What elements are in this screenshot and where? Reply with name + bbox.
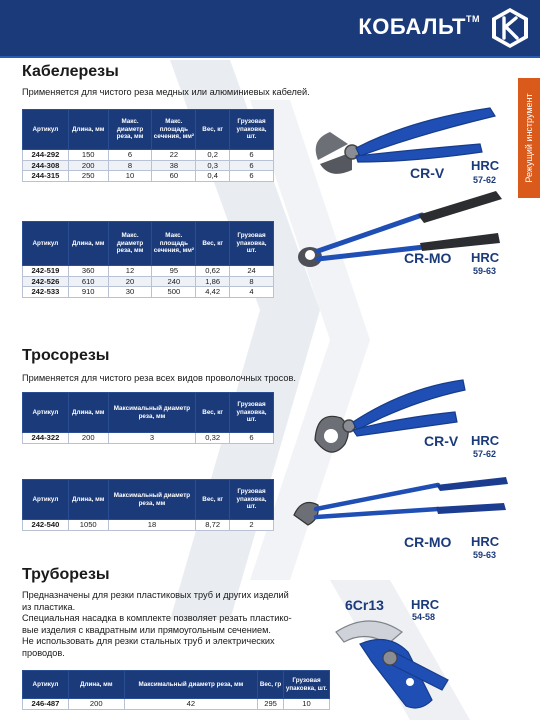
table-cell: 6 xyxy=(230,171,274,182)
table-cell: 10 xyxy=(284,699,330,710)
pipe-cutters-table xyxy=(22,670,330,710)
col-header: Максимальный диаметр реза, мм xyxy=(108,480,196,520)
table-cell: 0,32 xyxy=(196,433,230,444)
col-header: Артикул xyxy=(23,110,69,150)
section-title-rope-cutters: Тросорезы xyxy=(22,347,110,364)
table-cell: 6 xyxy=(230,150,274,161)
table-row xyxy=(23,150,274,161)
col-header: Артикул xyxy=(23,222,69,266)
desc-line: проводов. xyxy=(22,647,65,658)
table-cell: 150 xyxy=(68,150,108,161)
col-header: Артикул xyxy=(23,671,69,699)
material-label: 6Cr13 xyxy=(345,597,384,613)
col-header: Грузовая упаковка, шт. xyxy=(230,222,274,266)
col-header: Макс. диаметр реза, мм xyxy=(108,110,152,150)
material-label: CR-V xyxy=(424,433,459,449)
rope-cutter-small-image xyxy=(305,370,470,465)
table-cell: 95 xyxy=(152,266,196,277)
table-cell: 242-533 xyxy=(23,287,69,298)
hrc-range: 59-63 xyxy=(473,266,497,276)
table-cell: 1050 xyxy=(68,520,108,531)
table-row xyxy=(23,266,274,277)
col-header: Макс. площадь сечения, мм² xyxy=(152,110,196,150)
hrc-range: 59-63 xyxy=(473,550,497,560)
desc-line: Специальная насадка в комплекте позволяет резать пластико- xyxy=(22,613,292,623)
table-cell: 246-487 xyxy=(23,699,69,710)
col-header: Вес, кг xyxy=(196,480,230,520)
table-cell: 10 xyxy=(108,171,152,182)
table-cell: 295 xyxy=(258,699,284,710)
col-header: Вес, гр xyxy=(258,671,284,699)
desc-line: из пластика. xyxy=(22,601,76,612)
rope-cutters-table-1 xyxy=(22,392,274,444)
table-cell: 22 xyxy=(152,150,196,161)
hrc-label: HRC xyxy=(411,597,440,612)
hrc-label: HRC xyxy=(471,433,500,448)
table-cell: 242-540 xyxy=(23,520,69,531)
hrc-label: HRC xyxy=(471,158,500,173)
section-desc-rope-cutters: Применяется для чистого реза всех видов проволочных тросов. xyxy=(22,373,296,383)
table-row xyxy=(23,171,274,182)
desc-line: Предназначены для резки пластиковых труб и других изделий xyxy=(22,590,289,600)
table-row xyxy=(23,276,274,287)
col-header: Длина, мм xyxy=(68,110,108,150)
table-cell: 240 xyxy=(152,276,196,287)
table-cell: 500 xyxy=(152,287,196,298)
table-cell: 200 xyxy=(68,160,108,171)
col-header: Максимальный диаметр реза, мм xyxy=(108,393,196,433)
section-desc-cable-cutters: Применяется для чистого реза медных или алюминиевых кабелей. xyxy=(22,87,310,97)
table-cell: 200 xyxy=(68,433,108,444)
hrc-label: HRC xyxy=(471,534,500,549)
table-cell: 3 xyxy=(108,433,196,444)
section-desc-pipe-cutters xyxy=(22,590,292,659)
cable-cutters-table-2 xyxy=(22,221,274,298)
table-cell: 60 xyxy=(152,171,196,182)
section-title-cable-cutters: Кабелерезы xyxy=(22,63,119,80)
cable-cutters-table-1 xyxy=(22,109,274,182)
col-header: Макс. площадь сечения, мм² xyxy=(152,222,196,266)
table-cell: 30 xyxy=(108,287,152,298)
col-header: Грузовая упаковка, шт. xyxy=(230,480,274,520)
material-label: CR-MO xyxy=(404,250,452,266)
brand-name: КОБАЛЬТ™ xyxy=(358,14,480,39)
table-cell: 910 xyxy=(68,287,108,298)
table-cell: 360 xyxy=(68,266,108,277)
table-cell: 6 xyxy=(230,433,274,444)
col-header: Длина, мм xyxy=(68,393,108,433)
col-header: Длина, мм xyxy=(68,480,108,520)
rope-cutters-table-2 xyxy=(22,479,274,531)
hrc-label: HRC xyxy=(471,250,500,265)
material-label: CR-MO xyxy=(404,534,452,550)
table-cell: 0,4 xyxy=(196,171,230,182)
table-cell: 242-526 xyxy=(23,276,69,287)
pipe-cutter-image xyxy=(330,610,455,715)
col-header: Вес, кг xyxy=(196,222,230,266)
table-cell: 8,72 xyxy=(196,520,230,531)
col-header: Грузовая упаковка, шт. xyxy=(230,393,274,433)
table-cell: 8 xyxy=(230,276,274,287)
table-cell: 1,86 xyxy=(196,276,230,287)
table-cell: 6 xyxy=(108,150,152,161)
table-row xyxy=(23,160,274,171)
col-header: Артикул xyxy=(23,393,69,433)
section-title-pipe-cutters: Труборезы xyxy=(22,566,110,583)
table-cell: 8 xyxy=(108,160,152,171)
hrc-range: 57-62 xyxy=(473,175,497,185)
table-row xyxy=(23,433,274,444)
table-cell: 250 xyxy=(68,171,108,182)
table-cell: 2 xyxy=(230,520,274,531)
desc-line: вые изделия с квадратным или прямоугольным сечением. xyxy=(22,624,271,635)
table-cell: 0,62 xyxy=(196,266,230,277)
col-header: Вес, кг xyxy=(196,393,230,433)
table-cell: 244-315 xyxy=(23,171,69,182)
col-header: Максимальный диаметр реза, мм xyxy=(124,671,257,699)
col-header: Артикул xyxy=(23,480,69,520)
header-stripe xyxy=(0,56,540,58)
table-row xyxy=(23,520,274,531)
col-header: Макс. диаметр реза, мм xyxy=(108,222,152,266)
table-cell: 244-292 xyxy=(23,150,69,161)
table-row xyxy=(23,699,330,710)
table-cell: 242-519 xyxy=(23,266,69,277)
table-cell: 42 xyxy=(124,699,257,710)
hrc-range: 54-58 xyxy=(412,612,436,622)
col-header: Грузовая упаковка, шт. xyxy=(284,671,330,699)
table-cell: 6 xyxy=(230,160,274,171)
table-cell: 12 xyxy=(108,266,152,277)
table-row xyxy=(23,287,274,298)
table-cell: 244-308 xyxy=(23,160,69,171)
table-cell: 38 xyxy=(152,160,196,171)
table-cell: 610 xyxy=(68,276,108,287)
rope-cutter-large-image xyxy=(288,475,513,535)
col-header: Грузовая упаковка, шт. xyxy=(230,110,274,150)
table-cell: 24 xyxy=(230,266,274,277)
material-label: CR-V xyxy=(410,165,445,181)
side-tab-label: Режущий инструмент xyxy=(524,93,534,183)
desc-line: Не использовать для резки стальных труб и электрических xyxy=(22,636,275,646)
hrc-range: 57-62 xyxy=(473,449,497,459)
brand-logo-icon xyxy=(488,6,532,50)
col-header: Длина, мм xyxy=(68,671,124,699)
table-cell: 4 xyxy=(230,287,274,298)
table-cell: 18 xyxy=(108,520,196,531)
table-cell: 200 xyxy=(68,699,124,710)
col-header: Вес, кг xyxy=(196,110,230,150)
table-cell: 4,42 xyxy=(196,287,230,298)
table-cell: 20 xyxy=(108,276,152,287)
table-cell: 0,3 xyxy=(196,160,230,171)
col-header: Длина, мм xyxy=(68,222,108,266)
table-cell: 0,2 xyxy=(196,150,230,161)
table-cell: 244-322 xyxy=(23,433,69,444)
